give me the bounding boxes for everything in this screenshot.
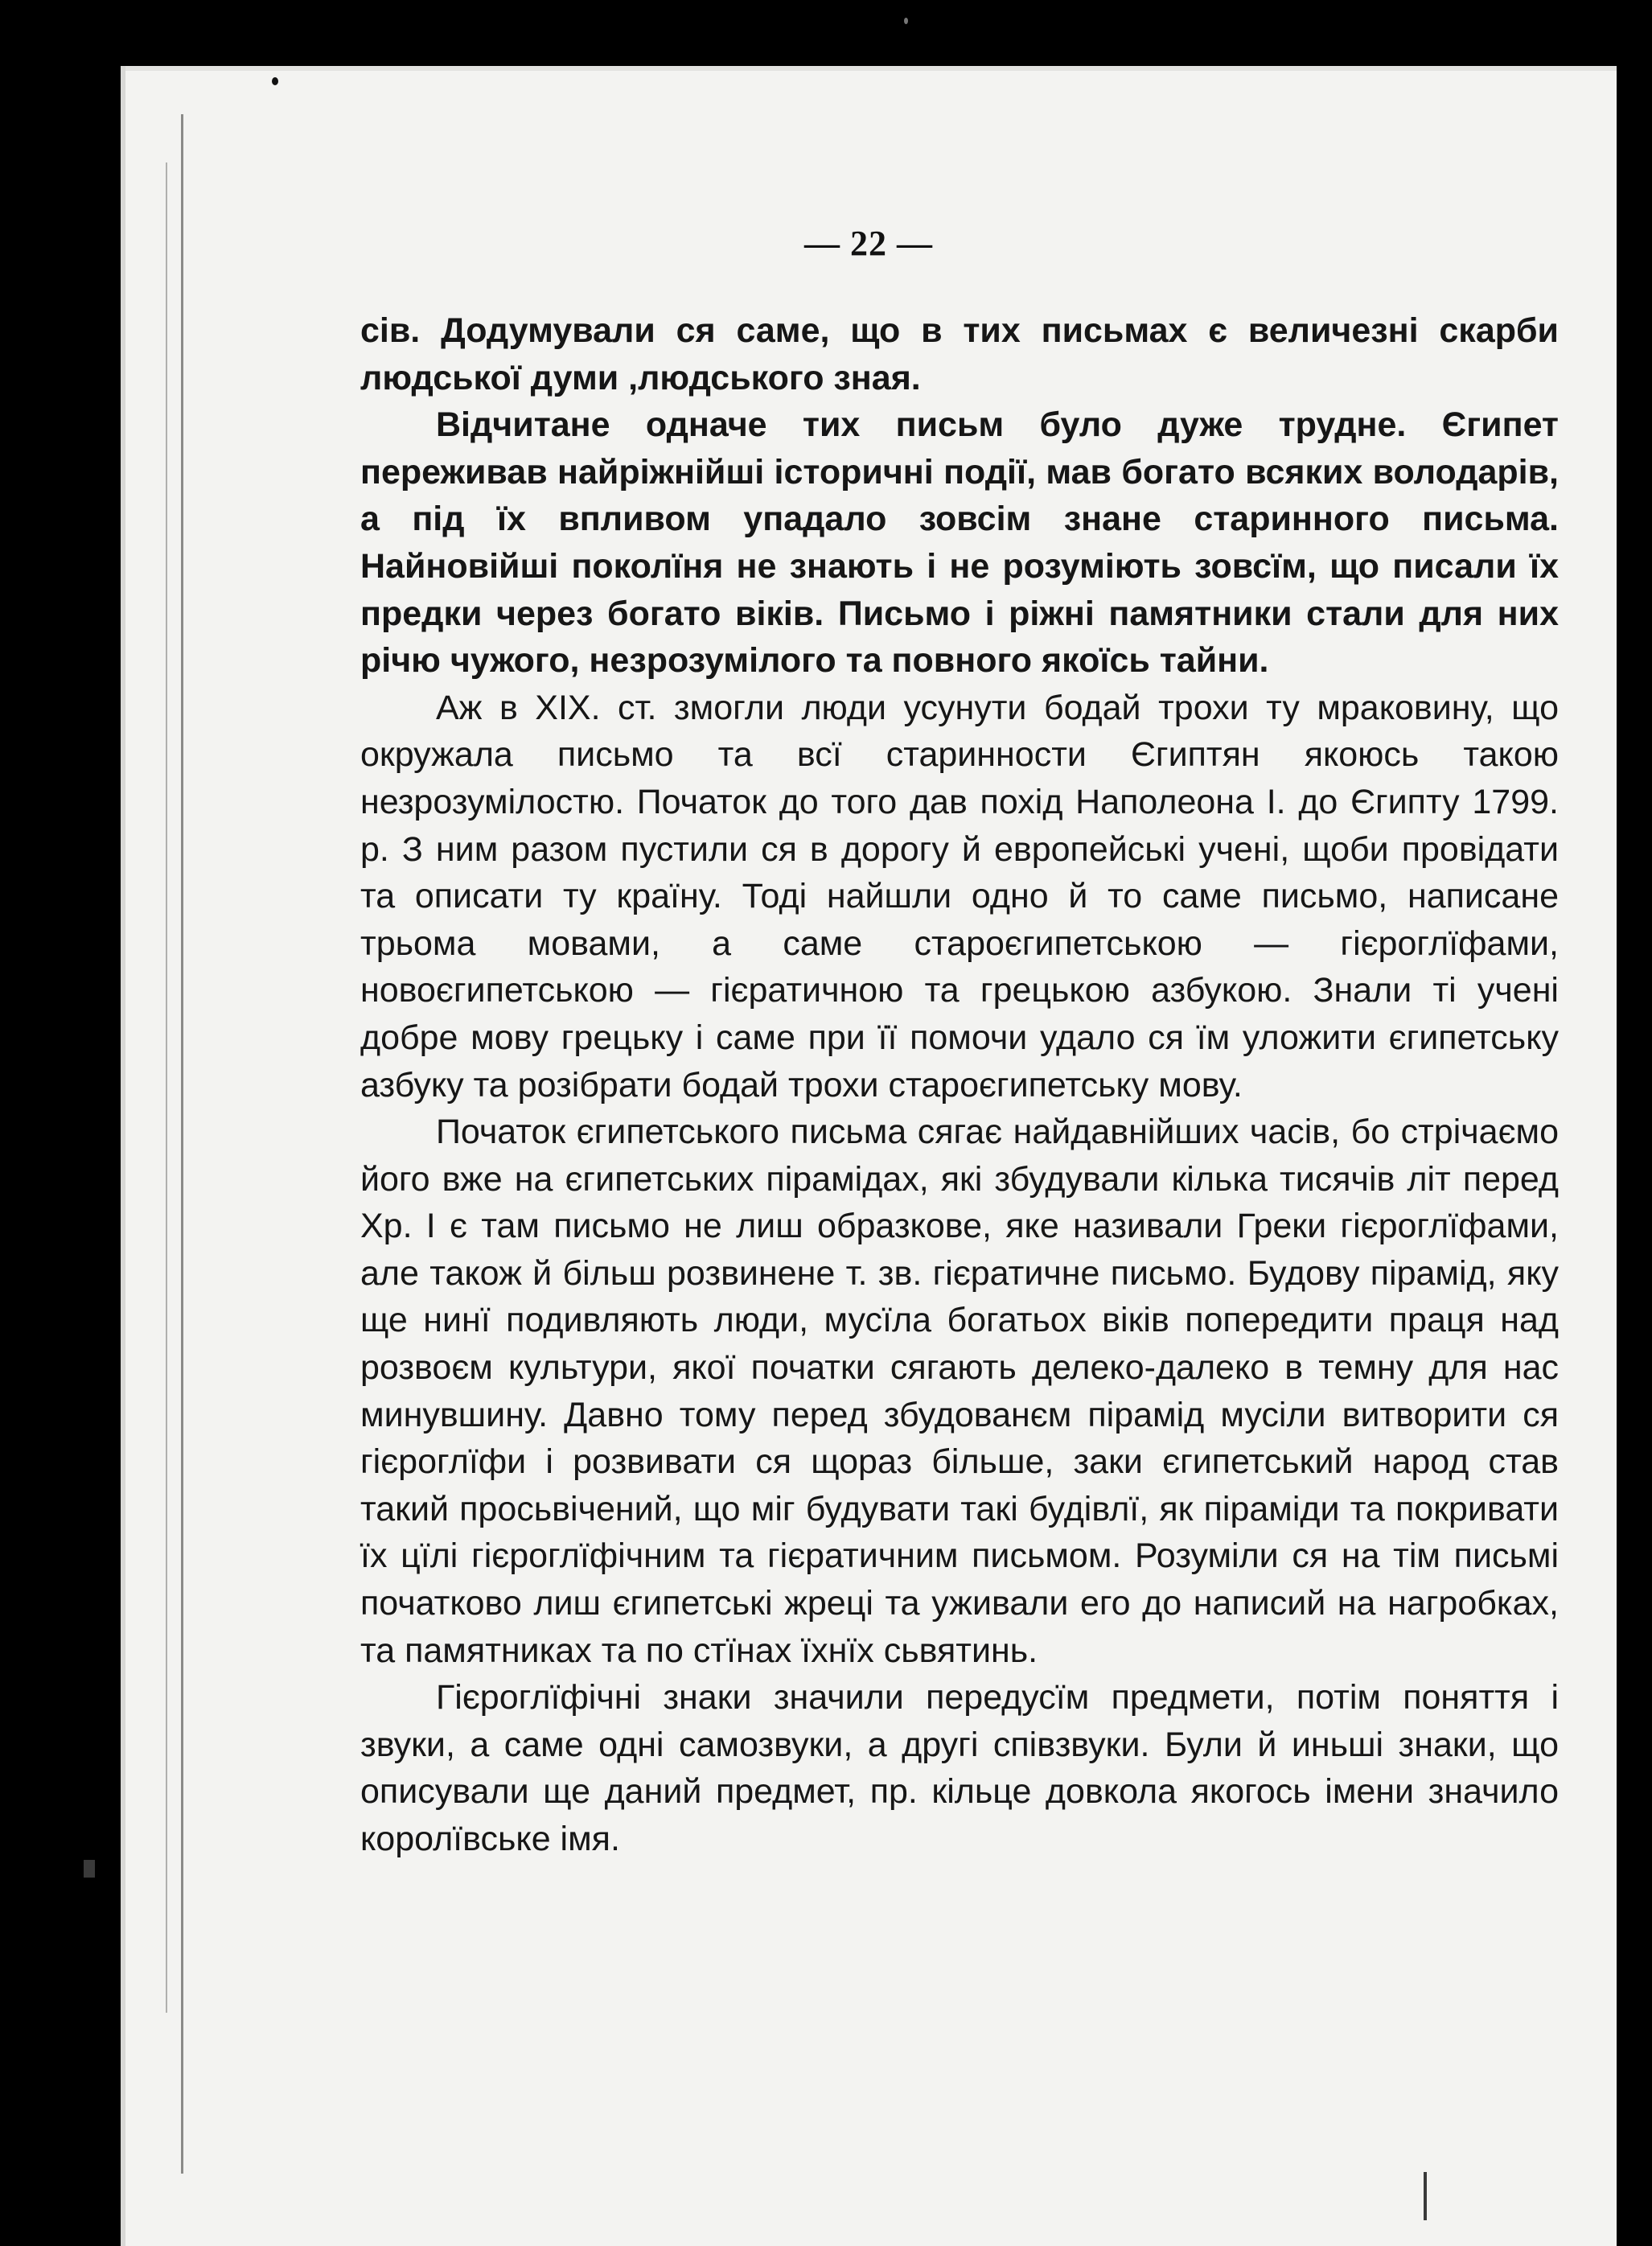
paragraph-2: Відчитане одначе тих письм було дуже трудне. Єгипет переживав найріжнійші історичні події, мав богато всяких володарів, а під їх впливом упадало зовсім знане старинного письма. Найновійші поколїня не знають і не розуміють зовсїм, що писали їх предки через богато віків. Письмо і ріжні памятники стали для них річю чужого, незрозумілого та повного якоїсь тайни. (360, 405, 1559, 681)
ink-speck (272, 77, 278, 85)
margin-mark (84, 1860, 95, 1878)
binding-edge-line (181, 114, 183, 2174)
body-text (360, 307, 1559, 1863)
ink-speck (904, 18, 908, 24)
margin-mark (1424, 2172, 1427, 2220)
binding-edge-shadow (166, 162, 167, 2013)
paragraph-5: Гієроглїфічні знаки значили передусїм предмети, потім поняття і звуки, а саме одні самозвуки, а другі співзвуки. Були й иньші знаки, що описували ще даний предмет, пр. кільце довкола якогось імени значило королївське імя. (360, 1678, 1559, 1858)
page-number: — 22 — (804, 224, 933, 263)
scanned-page (121, 66, 1617, 2246)
paragraph-1: сів. Додумували ся саме, що в тих письмах є величезні скарби людської думи ,людського зная. (360, 311, 1559, 397)
paragraph-4: Початок єгипетського письма сягає найдавнійших часів, бо стрічаємо його вже на єгипетських пірамідах, які збудували кілька тисячів літ перед Хр. І є там письмо не лиш образкове, яке називали Греки гієроглїфами, але також й більш розвинене т. зв. гієратичне письмо. Будову пірамід, яку ще нинї подивляють люди, мусїла богатьох віків попередити праця над розвоєм культури, якої початки сягають делеко-далеко в темну для нас минувшину. Давно тому перед збудованєм пірамід мусіли витворити ся гієроглїфи і розвивати ся щораз більше, заки єгипетський народ став такий просьвічений, що міг будувати такі будівлї, як піраміди та покривати їх цїлі гієроглїфічним та гієратичним письмом. Розуміли ся на тім письмі початково лиш єгипетські жреці та уживали его до написий на нагробках, та памятниках та по стїнах їхнїх сьвятинь. (360, 1113, 1559, 1670)
paragraph-3: Аж в ХІХ. ст. змогли люди усунути бодай трохи ту мраковину, що окружала письмо та всї старинности Єгиптян якоюсь такою незрозумілостю. Початок до того дав похід Наполеона І. до Єгипту 1799. р. З ним разом пустили ся в дорогу й европейські учені, щоби провідати та описати ту країну. Тоді найшли одно й то саме письмо, написане трьома мовами, а саме староєгипетською — гієроглїфами, новоєгипетською — гієратичною та грецькою азбукою. Знали ті учені добре мову грецьку і саме при її помочи удало ся їм уложити єгипетську азбуку та розібрати бодай трохи староєгипетську мову. (360, 688, 1559, 1104)
